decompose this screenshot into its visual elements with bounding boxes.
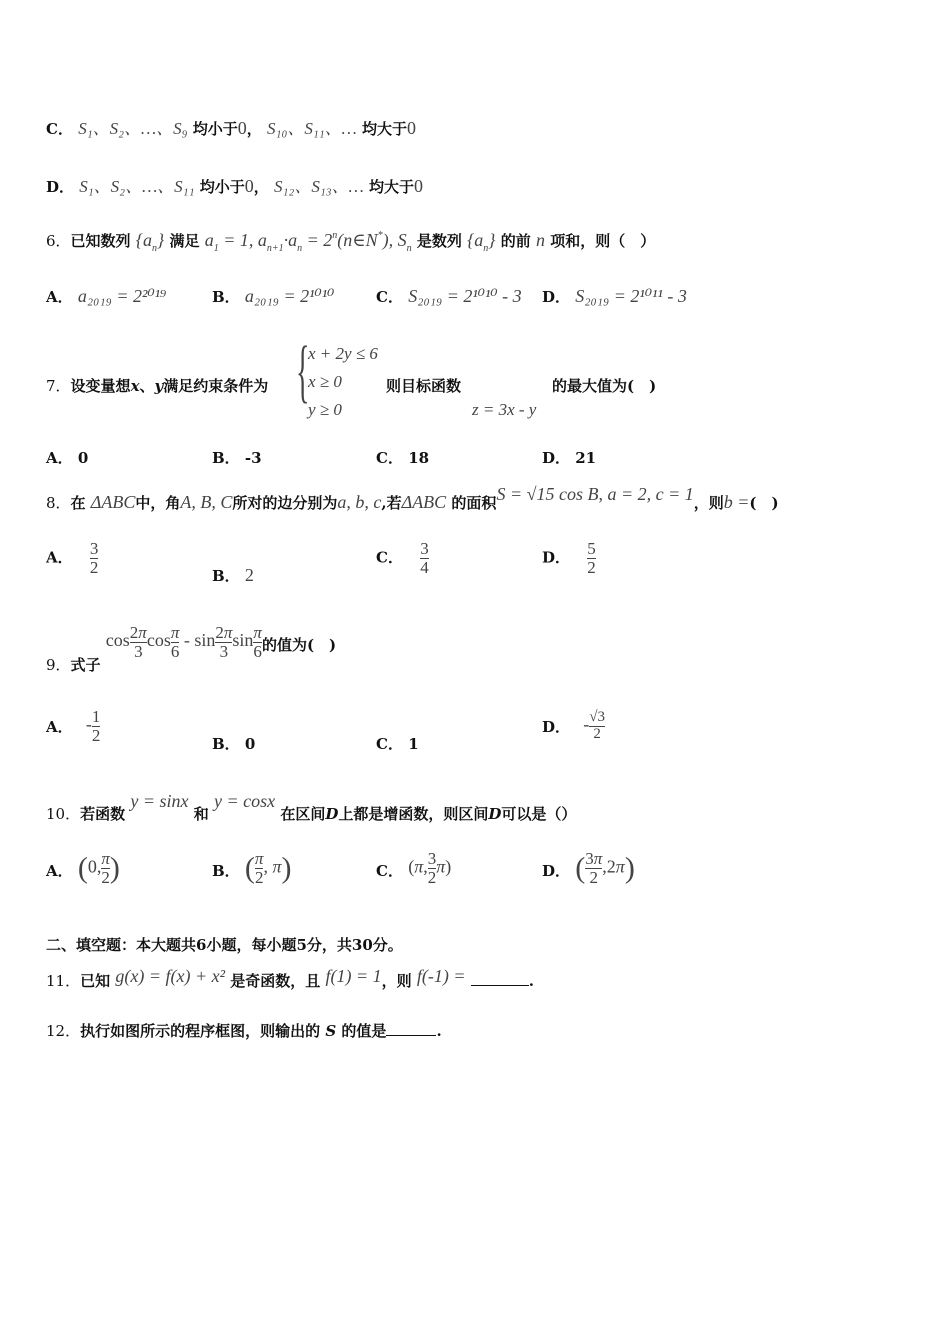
question-12: 12．执行如图所示的程序框图，则输出的 S 的值是 . xyxy=(46,1022,442,1040)
q11-answer-blank[interactable] xyxy=(471,985,529,986)
q10-option-c: C． (π, $\frac{3}{2}$ π) xyxy=(376,849,452,887)
q10-option-b: B． ( $\frac{\pi}{2}$ , π) xyxy=(212,849,292,887)
q7-option-c: C． 18 xyxy=(376,449,430,467)
q8-area: S = √15 cos B, a = 2, c = 1 xyxy=(496,484,694,504)
q8-option-b: B． 2 xyxy=(212,565,254,585)
q5-option-d: D． S₁、S₂、…、S₁₁ 均小于0， S₁₂、S₁₃、… 均大于0 xyxy=(46,176,424,196)
q6-option-c: C． S₂₀₁₉ = 2¹⁰¹⁰ - 3 xyxy=(376,286,522,306)
q9-expression: cos $\frac{2\pi}{3}$ cos $\frac{\pi}{6}$ - sin $\frac{2\pi}{3}$ sin $\frac{\pi}{6}$ xyxy=(105,623,262,661)
q7-text-2: 的最大值为( ) xyxy=(552,377,657,395)
q5-option-c: C． S₁、S₂、…、S₉ 均小于0， S₁₀、S₁₁、… 均大于0 xyxy=(46,118,417,138)
section-2-heading: 二、填空题：本大题共6小题，每小题5分，共30分。 xyxy=(46,936,403,954)
q7-option-a: A． 0 xyxy=(46,449,89,467)
q5-d-math1: S₁、S₂、…、S₁₁ xyxy=(79,177,195,196)
question-9: 9．式子 cos $\frac{2\pi}{3}$ cos $\frac{\pi}{6}$ - sin $\frac{2\pi}{3}$ sin $\frac{\pi}{6}$ 的值为( ) xyxy=(46,623,337,675)
q7-text: 则目标函数 xyxy=(386,377,462,395)
question-8: 8．在 ΔABC中，角A, B, C所对的边分别为a, b, c,若ΔABC 的面积S = √15 cos B, a = 2, c = 1，则b =( ) xyxy=(46,484,779,512)
q9-option-a: A． - $\frac{1}{2}$ xyxy=(46,707,101,745)
question-7: 7．设变量想x、y满足约束条件为 xyxy=(46,377,269,395)
q7-option-b: B． -3 xyxy=(212,449,262,467)
q7-objective: z = 3x - y xyxy=(472,400,537,419)
q5-c-math1: S₁、S₂、…、S₉ xyxy=(78,119,188,138)
q10-option-d: D． ( $\frac{3\pi}{2}$ ,2π) xyxy=(542,849,635,887)
q5-c-math2: S₁₀、S₁₁、… xyxy=(267,119,357,138)
q11-expr: g(x) = f(x) + x² xyxy=(115,966,225,986)
question-11: 11．已知 g(x) = f(x) + x² 是奇函数，且 f(1) = 1，则 f(-1) = . xyxy=(46,966,534,990)
q6-condition: $a_1 = 1$, $a_{n+1}\cdot a_n$ = $2^n(n\in N^*)$, $S_n$ xyxy=(204,230,412,254)
question-6: 6．已知数列 $\{a_n\}$ 满足 $a_1 = 1$, $a_{n+1}\cdot a_n$ = $2^n(n\in N^*)$, $S_n$ 是数列 $\{a_n\}$ 的前 n 项和，则（ ） xyxy=(46,230,656,254)
q9-option-c: C． 1 xyxy=(376,735,419,753)
q8-option-a: A． $\frac{3}{2}$ xyxy=(46,539,99,577)
q10-option-a: A． (0, $\frac{\pi}{2}$ ) xyxy=(46,849,120,887)
q8-option-c: C． $\frac{3}{4}$ xyxy=(376,539,429,577)
q7-brace: { xyxy=(296,333,310,410)
q9-option-b: B． 0 xyxy=(212,735,256,753)
q6-option-d: D． S₂₀₁₉ = 2¹⁰¹¹ - 3 xyxy=(542,286,687,306)
q7-constraints: x + 2y ≤ 6 x ≥ 0 y ≥ 0 xyxy=(308,344,378,419)
q9-option-d: D． - $\frac{√3}{2}$ xyxy=(542,709,605,742)
q6-option-a: A． a₂₀₁₉ = 2²⁰¹⁹ xyxy=(46,286,167,306)
q6-option-b: B． a₂₀₁₉ = 2¹⁰¹⁰ xyxy=(212,286,335,306)
q7-option-d: D． 21 xyxy=(542,449,597,467)
q8-option-d: D． $\frac{5}{2}$ xyxy=(542,539,596,577)
question-10: 10．若函数 y = sinx 和 y = cosx 在区间D上都是增函数，则区间D可以是（） xyxy=(46,791,577,823)
q12-answer-blank[interactable] xyxy=(386,1035,436,1036)
q5-d-math2: S₁₂、S₁₃、… xyxy=(274,177,364,196)
